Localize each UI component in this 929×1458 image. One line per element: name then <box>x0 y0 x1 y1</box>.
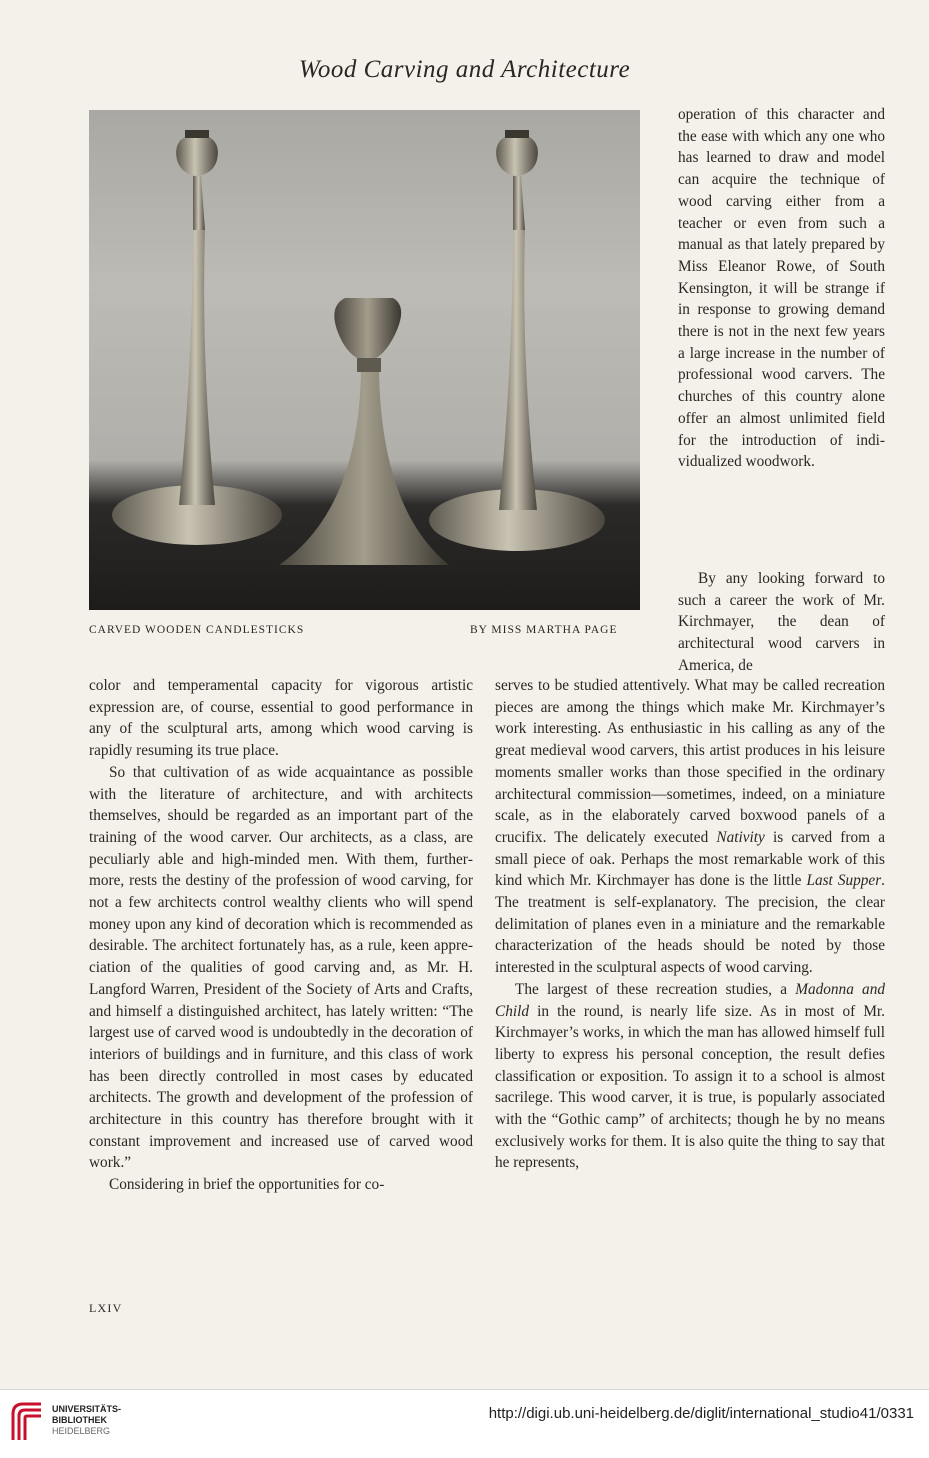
artwork-title: Last Supper <box>806 872 882 890</box>
artwork-title: Nativity <box>716 828 765 846</box>
candlesticks-photo <box>89 110 640 610</box>
left-paragraph: So that cultivation of as wide acquaintance as possible with the literature of architecture, and with architects themselves, should be regarded as an important part of the training of the wood carver. Our architects, as a class, are peculiarly able and high-minded men. With them, furthermore, rests the destiny of the profession of wood carving, for not a few architects control wealthy clients who will spend money upon any kind of decoration which is recommended as desirable. The architect fortunately has, as a rule, keen appreciation of the qualities of good carving and, as Mr. H. Langford Warren, President of the Society of Arts and Crafts, and himself a distinguished architect, has lately written: “The largest use of carved wood is undoubtedly in the decoration of interiors of buildings and in furniture, and this class of work has been directly controlled in most cases by educated architects. The growth and development of the profession of architecture in this country has therefore brought with it constant improvement and increased use of carved wood work.” <box>89 763 473 1172</box>
right-paragraph <box>495 675 885 979</box>
artwork-title: Madonna and Child <box>495 980 885 1020</box>
page-number: LXIV <box>89 1301 123 1315</box>
text-run: is carved from a small piece of oak. Perhaps the most remarkable work of this kind which Mr. Kirchmayer has done is the little <box>495 828 885 890</box>
side-column <box>678 104 885 473</box>
figure-caption-title: CARVED WOODEN CANDLESTICKS <box>89 624 305 636</box>
library-name-line: HEIDELBERG <box>52 1426 111 1436</box>
text-run: The largest of these recreation studies, a <box>515 980 796 998</box>
right-column <box>495 675 885 1174</box>
side-paragraph: By any looking forward to such a career the work of Mr. Kirchmayer, the dean of architectural wood carvers in America, de <box>678 570 885 674</box>
right-paragraph <box>495 979 885 1174</box>
candlesticks-illustration <box>89 110 640 610</box>
library-name-line: BIBLIOTHEK <box>52 1415 107 1425</box>
text-run: serves to be studied attentively. What may be called recreation pieces are among the things which make Mr. Kirchmayer’s work interesting. As enthusiastic in his calling as any of the great medieval wood carvers, this artist produces in his leisure moments smaller works than those specified in the ordinary architectural commission—sometimes, indeed, on a miniature scale, as in the elaborately carved boxwood panels of a crucifix. The delicately executed <box>495 677 885 846</box>
side-paragraph: operation of this character and the ease with which any one who has learned to draw and model can acquire the technique of wood carving either from a teacher or even from such a manual as that lately prepared by Miss Eleanor Rowe, of South Kensington, it will be strange if in response to growing demand there is not in the next few years a large increase in the number of professional wood carvers. The churches of this country alone offer an almost unlimited field for the introduction of individualized woodwork. <box>678 106 885 471</box>
digitization-footer <box>0 1389 929 1458</box>
library-logo-icon[interactable] <box>9 1400 45 1442</box>
text-run: in the round, is nearly life size. As in most of Mr. Kirchmayer’s works, in which the man has allowed himself full liberty to express his personal conception, the result defies classification or exposition. To assign it to a school is almost sacrilege. This wood carver, it is true, is popularly associated with the “Gothic camp” of architects; though he by no means exclusively works for them. It is also quite the thing to say that he represents, <box>495 1002 885 1172</box>
library-name <box>52 1404 121 1437</box>
source-url-link[interactable]: http://digi.ub.uni-heidelberg.de/diglit/international_studio41/0331 <box>488 1405 914 1422</box>
side-column-continued <box>678 568 885 677</box>
text-run: . The treatment is self-explanatory. The precision, the clear delimitation of planes even in a miniature and the remarkable characterization of the heads should be noted by those interested in the sculptural aspects of wood carving. <box>495 872 885 977</box>
page-title: Wood Carving and Architecture <box>298 56 631 83</box>
left-paragraph: Considering in brief the opportunities for co- <box>109 1176 385 1194</box>
left-column <box>89 675 473 1196</box>
library-name-line: UNIVERSITÄTS- <box>52 1404 122 1414</box>
left-paragraph: color and temperamental capacity for vigorous artistic expression are, of course, essential to good performance in any of the sculptural arts, among which wood carving is rapidly resuming its true place. <box>89 677 473 760</box>
figure-caption-credit: BY MISS MARTHA PAGE <box>470 624 618 636</box>
